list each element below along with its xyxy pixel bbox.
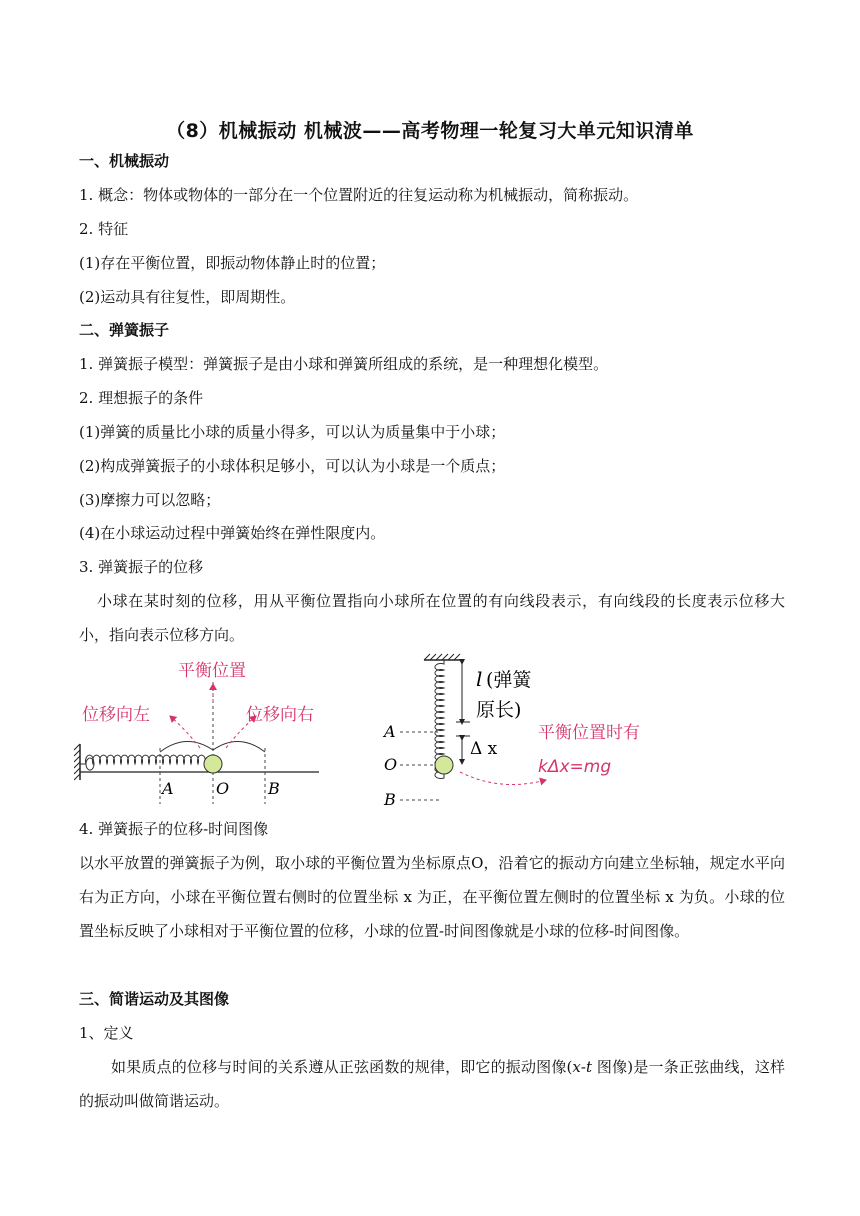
definition-pre: 如果质点的位移与时间的关系遵从正弦函数的规律，即它的振动图像( (111, 1058, 573, 1076)
condition-item-4: (4)在小球运动过程中弹簧始终在弹性限度内。 (79, 524, 386, 542)
label-B: B (268, 779, 280, 798)
label-O: O (216, 779, 230, 798)
definition-x: x (572, 1058, 581, 1076)
displacement-title: 3. 弹簧振子的位移 (79, 558, 204, 576)
feature-item-1: (1)存在平衡位置，即振动物体静止时的位置； (79, 254, 386, 272)
label-O2: O (384, 755, 398, 774)
horizontal-spring-figure (74, 652, 354, 804)
condition-title: 2. 理想振子的条件 (79, 389, 204, 407)
section-heading-mechanical-vibration: 一、机械振动 (79, 152, 170, 170)
label-B2: B (384, 790, 396, 809)
label-right: 位移向右 (246, 705, 314, 725)
graph-text: 以水平放置的弹簧振子为例，取小球的平衡位置为坐标原点O，沿着它的振动方向建立坐标轴，规定水平向右为正方向，小球在平衡位置右侧时的位置坐标 x 为正，在平衡位置左侧时的位置坐标 x 为负。小球的位置坐标反映了小球相对于平衡位置的位移，小球的位置-时间图像就是小球的位移-时间图像。 (79, 854, 785, 940)
feature-item-2: (2)运动具有往复性，即周期性。 (79, 288, 296, 306)
condition-item-3: (3)摩擦力可以忽略； (79, 491, 221, 509)
label-left: 位移向左 (82, 705, 150, 725)
label-spring-1: (弹簧 (486, 669, 532, 691)
definition-text (79, 1050, 785, 1118)
section-heading-shm: 三、简谐运动及其图像 (79, 990, 230, 1008)
section-heading-spring-oscillator: 二、弹簧振子 (79, 321, 170, 339)
page-title: （8）机械振动 机械波——高考物理一轮复习大单元知识清单 (166, 120, 694, 142)
definition-t: t (585, 1058, 592, 1076)
displacement-text: 小球在某时刻的位移，用从平衡位置指向小球所在位置的有向线段表示，有向线段的长度表示位移大小，指向表示位移方向。 (79, 592, 785, 644)
condition-item-2: (2)构成弹簧振子的小球体积足够小，可以认为小球是一个质点； (79, 457, 506, 475)
note-arrow (460, 772, 546, 785)
vertical-ball (435, 756, 453, 774)
graph-title: 4. 弹簧振子的位移-时间图像 (79, 820, 269, 838)
model-text: 1. 弹簧振子模型：弹簧振子是由小球和弹簧所组成的系统，是一种理想化模型。 (79, 355, 609, 373)
vertical-spring-figure (380, 652, 680, 812)
label-A2: A (384, 722, 396, 741)
ball (204, 755, 222, 773)
spring-coil (80, 755, 206, 770)
condition-item-1: (1)弹簧的质量比小球的质量小得多，可以认为质量集中于小球； (79, 423, 506, 441)
definition-post: 图像)是一条正弦曲线，这样的振动叫做简谐运动。 (79, 1058, 786, 1110)
concept-text: 1. 概念：物体或物体的一部分在一个位置附近的往复运动称为机械振动，简称振动。 (79, 186, 639, 204)
feature-title: 2. 特征 (79, 220, 129, 238)
label-dx: Δ x (470, 739, 498, 759)
arrow-left (170, 716, 200, 748)
definition-title: 1、定义 (79, 1024, 134, 1042)
label-note-2: kΔx=mg (538, 757, 612, 777)
label-balance: 平衡位置 (178, 661, 246, 681)
label-spring-2: 原长) (476, 699, 522, 721)
definition-dash: - (580, 1058, 586, 1076)
ceiling-hatch (424, 654, 460, 660)
label-l: l (476, 667, 483, 691)
wall-hatch (74, 744, 80, 780)
label-note-1: 平衡位置时有 (538, 723, 640, 743)
label-A: A (162, 779, 174, 798)
